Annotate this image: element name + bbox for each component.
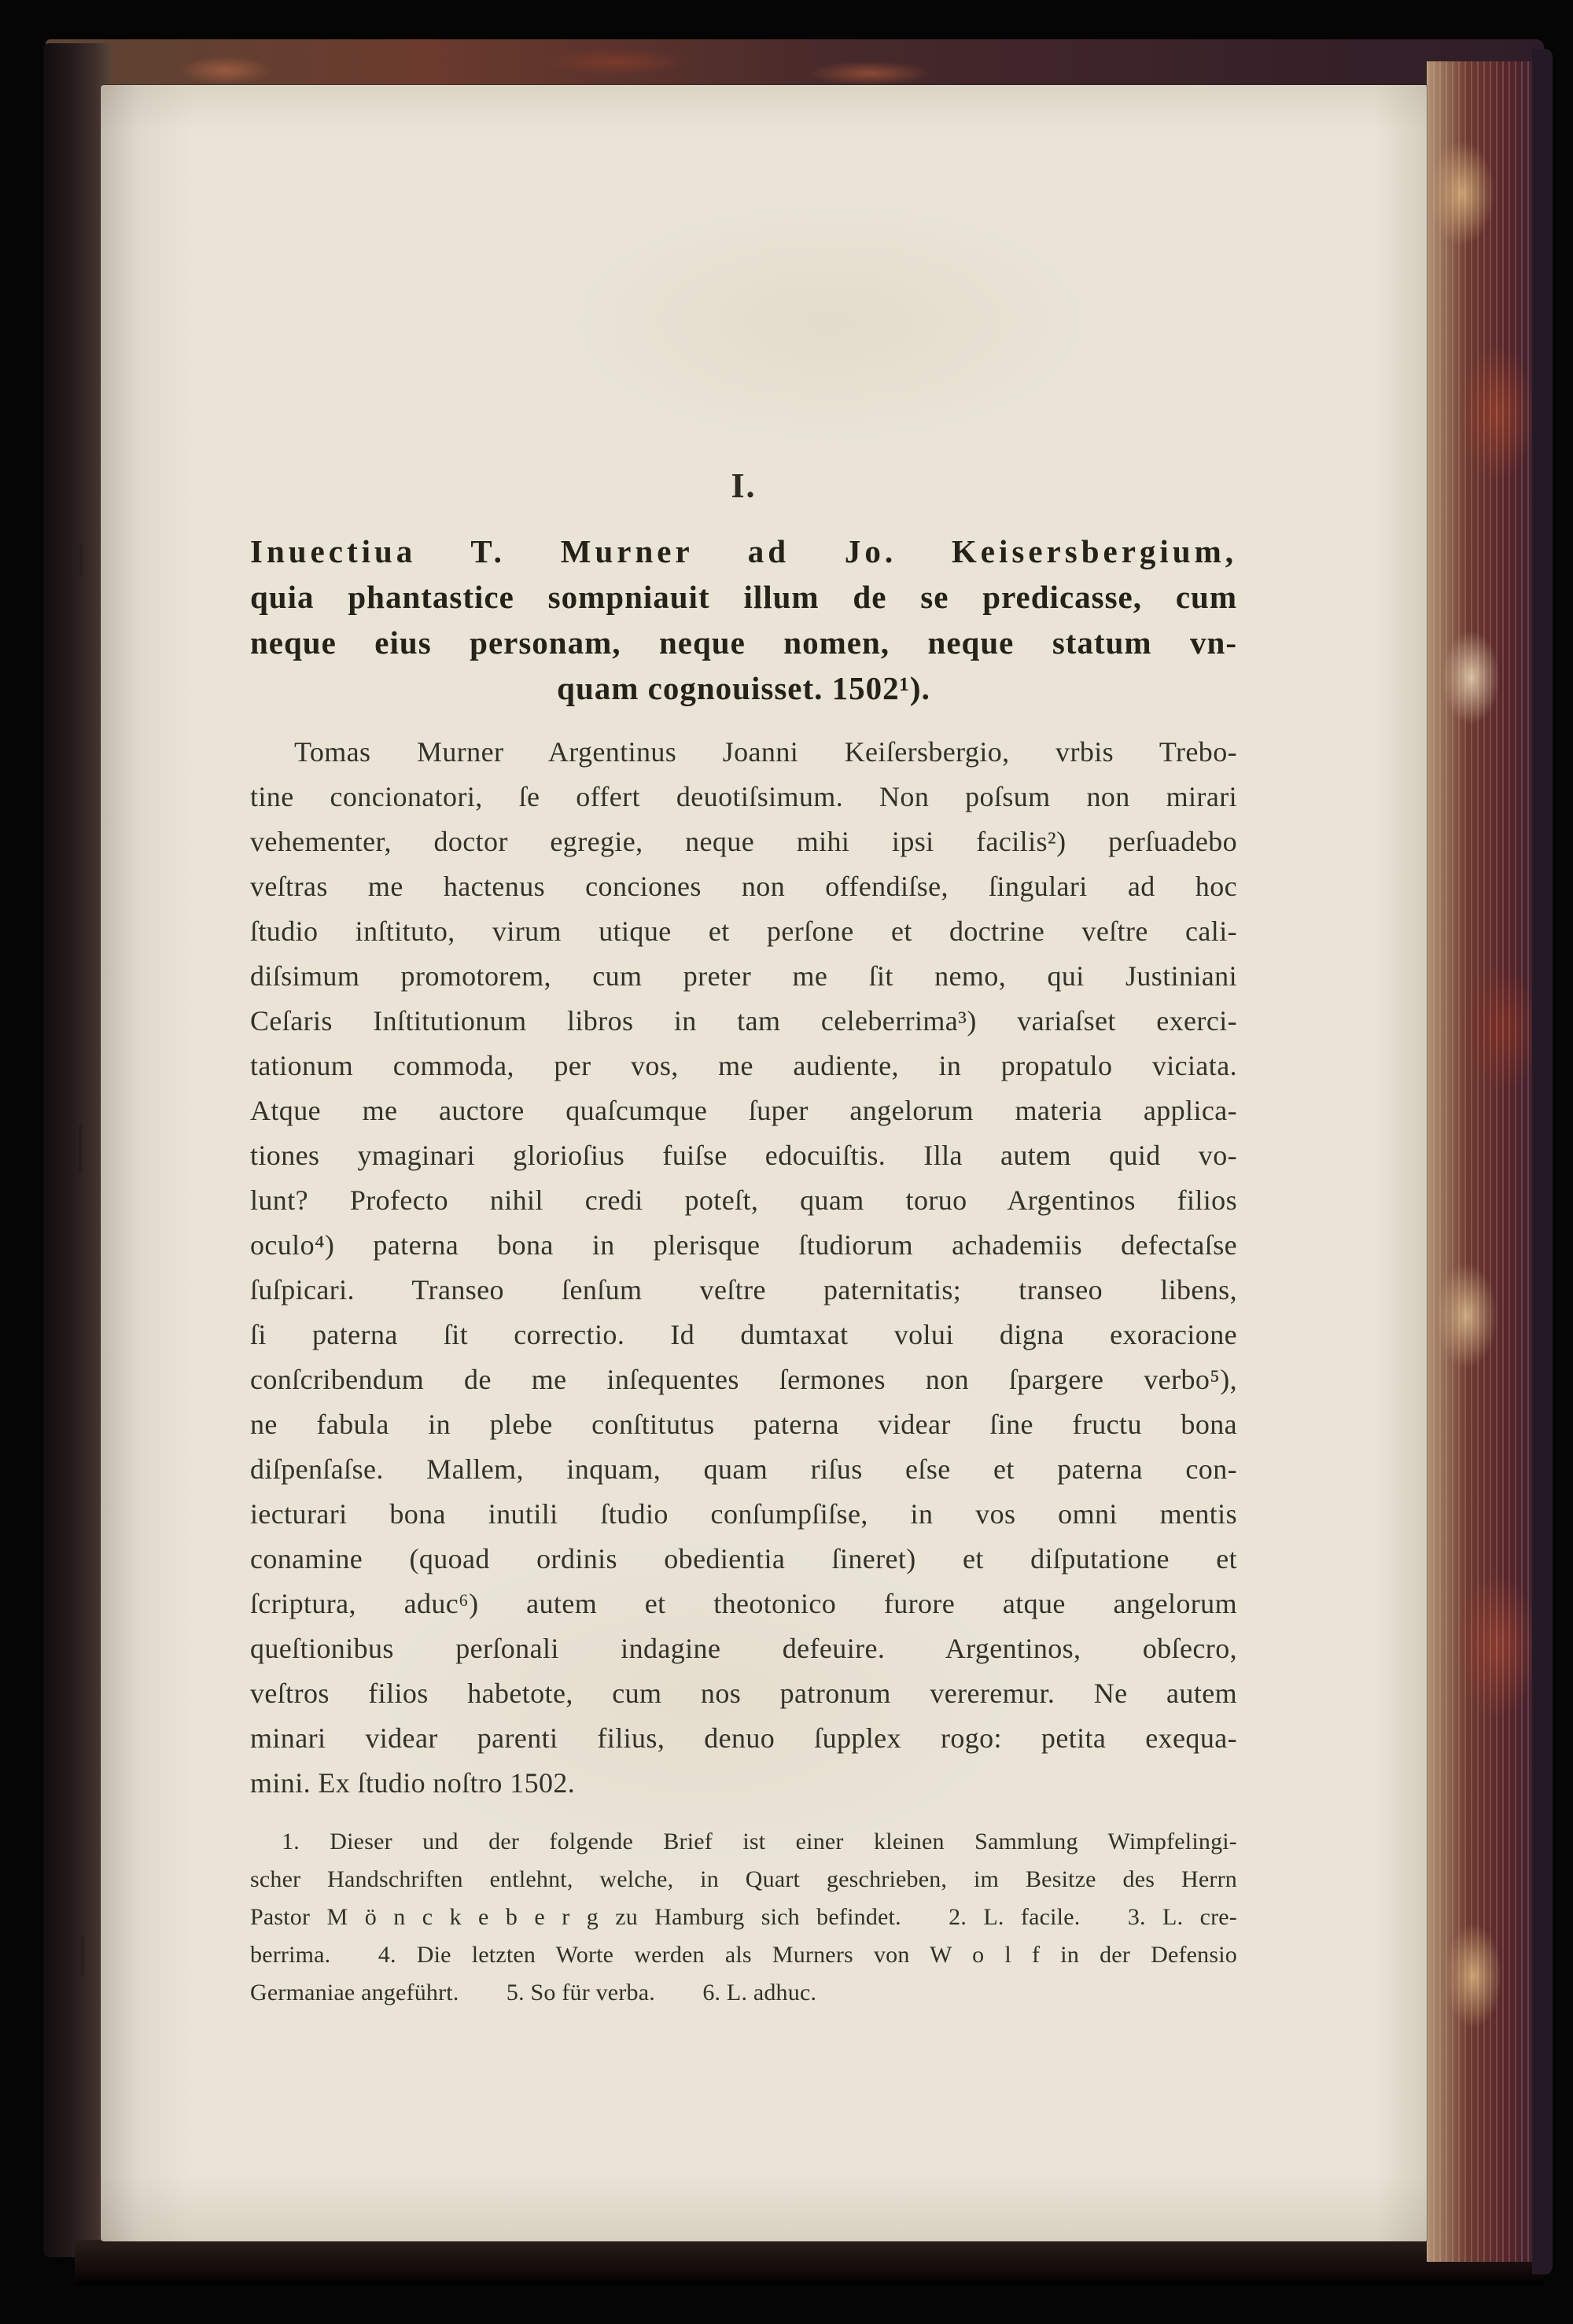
body-line: ſtudio inſtituto, virum utique et perſone et doctrine veſtre cali- [250,915,1237,947]
body-line: queſtionibus perſonali indagine defeuire. Argentinos, obſecro, [250,1633,1237,1664]
body-line: ſcriptura, aduc⁶) autem et theotonico furore atque angelorum [250,1588,1237,1619]
body-line: ſi paterna ſit correctio. Id dumtaxat volui digna exoracione [250,1319,1237,1350]
heading-line-3: neque eius personam, neque nomen, neque statum vn- [250,624,1237,661]
body-line: minari videar parenti filius, denuo ſupplex rogo: petita exequa- [250,1722,1237,1754]
body-line: Tomas Murner Argentinus Joanni Keiſersbergio, vrbis Trebo- [294,736,1237,768]
body-line: tiones ymaginari glorioſius fuiſse edocuiſtis. Illa autem quid vo- [250,1140,1237,1171]
footnote-line: Pastor M ö n c k e b e r g zu Hamburg sich befindet. 2. L. facile. 3. L. cre- [250,1904,1237,1930]
footnote-line: berrima. 4. Die letzten Worte werden als Murners von W o l f in der Defensio [250,1942,1237,1968]
section-number: I. [731,466,757,505]
body-line: Ceſaris Inſtitutionum libros in tam celeberrima³) variaſset exerci- [250,1005,1237,1037]
letter-heading [250,529,1237,711]
footnotes [250,1823,1237,2012]
body-line: ne fabula in plebe conſtitutus paterna videar ſine fructu bona [250,1409,1237,1440]
body-line: veſtras me hactenus conciones non offendiſse, ſingulari ad hoc [250,871,1237,902]
body-line: tine concionatori, ſe offert deuotiſsimum. Non poſsum non mirari [250,781,1237,812]
footnote-line: 1. Dieser und der folgende Brief ist einer kleinen Sammlung Wimpfelingi- [282,1829,1237,1854]
body-line: ſuſpicari. Transeo ſenſum veſtre paternitatis; transeo libens, [250,1274,1237,1306]
footnote-line: Germaniae angeführt. 5. So für verba. 6. L. adhuc. [250,1980,817,2005]
footnote-line: scher Handschriften entlehnt, welche, in Quart geschrieben, im Besitze des Herrn [250,1866,1237,1892]
body-line: diſsimum promotorem, cum preter me ſit nemo, qui Justiniani [250,960,1237,992]
body-line: diſpenſaſse. Mallem, inquam, quam riſus eſse et paterna con- [250,1453,1237,1485]
body-line: lunt? Profecto nihil credi poteſt, quam toruo Argentinos filios [250,1184,1237,1216]
letter-body [250,730,1237,1806]
heading-line-1: Inuectiua T. Murner ad Jo. Keisersbergium, [250,533,1237,569]
book-bottom-edge [75,2240,1544,2285]
heading-line-4: quam cognouisset. 1502¹). [557,670,930,706]
body-line: iecturari bona inutili ſtudio conſumpſiſse, in vos omni mentis [250,1498,1237,1530]
page-content [250,85,1237,2012]
body-line: tationum commoda, per vos, me audiente, in propatulo viciata. [250,1050,1237,1081]
scan-artifact [79,543,83,576]
body-line: oculo⁴) paterna bona in plerisque ſtudiorum achademiis defectaſse [250,1229,1237,1261]
book-cover-right-edge [1532,49,1553,2274]
body-line: conamine (quoad ordinis obedientia ſineret) et diſputatione et [250,1543,1237,1575]
scan-artifact [79,1125,82,1173]
heading-line-2: quia phantastice sompniauit illum de se predicasse, cum [250,579,1237,615]
body-line: conſcribendum de me inſequentes ſermones non ſpargere verbo⁵), [250,1364,1237,1395]
body-line: Atque me auctore quaſcumque ſuper angelorum materia applica- [250,1095,1237,1126]
marbled-fore-edge [1427,61,1543,2262]
body-line: mini. Ex ſtudio noſtro 1502. [250,1767,576,1799]
body-line: vehementer, doctor egregie, neque mihi ipsi facilis²) perſuadebo [250,826,1237,857]
scan-artifact [81,1935,84,1976]
body-line: veſtros filios habetote, cum nos patronum vereremur. Ne autem [250,1678,1237,1709]
book-page [101,85,1427,2241]
